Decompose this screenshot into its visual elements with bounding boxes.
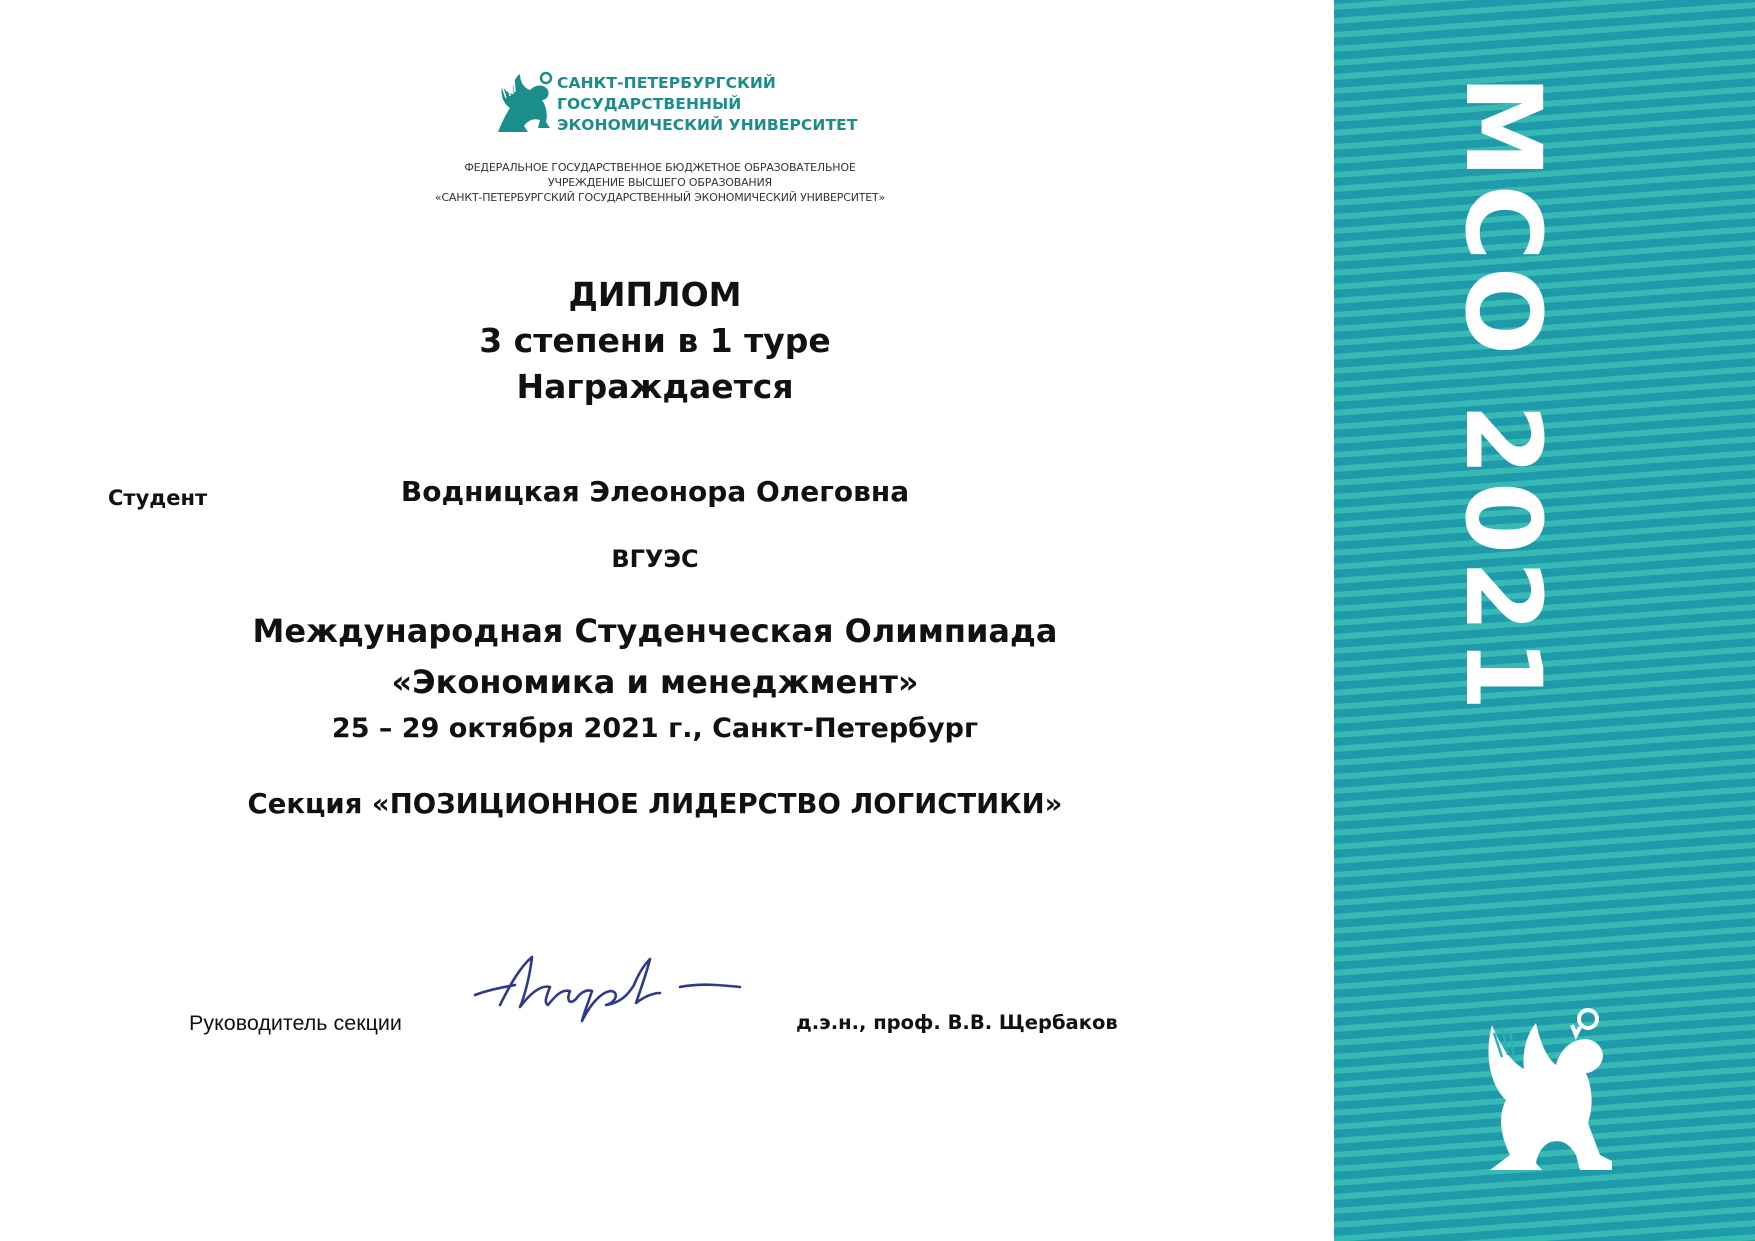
griffin-logo-icon [488,70,568,140]
diploma-awarded: Награждается [516,367,794,406]
band-title: МСО 2021 [1442,75,1564,717]
diploma-title: ДИПЛОМ [568,275,742,314]
university-name-line: ГОСУДАРСТВЕННЫЙ [557,95,742,113]
olympiad-line: Международная Студенческая Олимпиада [252,612,1058,650]
griffin-icon [1480,1005,1620,1175]
federal-line: ФЕДЕРАЛЬНОЕ ГОСУДАРСТВЕННОЕ БЮДЖЕТНОЕ ОБРАЗОВАТЕЛЬНОЕ [464,161,856,174]
olympiad-line: «Экономика и менеджмент» [391,663,919,701]
handwritten-signature [470,945,760,1025]
federal-line: «САНКТ-ПЕТЕРБУРГСКИЙ ГОСУДАРСТВЕННЫЙ ЭКОНОМИЧЕСКИЙ УНИВЕРСИТЕТ» [434,191,886,204]
diploma-title-block [0,272,1310,410]
diploma-degree: 3 степени в 1 туре [479,321,831,360]
student-name: Водницкая Элеонора Олеговна [400,475,910,508]
federal-line: УЧРЕЖДЕНИЕ ВЫСШЕГО ОБРАЗОВАНИЯ [548,176,772,189]
university-name [557,73,858,136]
olympiad-dates: 25 – 29 октября 2021 г., Санкт-Петербург [331,713,979,744]
section-head-label: Руководитель секции [189,1011,402,1035]
olympiad-title [0,606,1310,708]
university-name-line: САНКТ-ПЕТЕРБУРГСКИЙ [557,74,776,92]
university-name-line: ЭКОНОМИЧЕСКИЙ УНИВЕРСИТЕТ [557,116,858,134]
student-label: Студент [108,486,208,510]
signer-name: д.э.н., проф. В.В. Щербаков [796,1011,1118,1034]
student-university: ВГУЭС [611,545,699,573]
section-title: Секция «ПОЗИЦИОННОЕ ЛИДЕРСТВО ЛОГИСТИКИ» [247,788,1063,820]
federal-institution-text [380,160,940,205]
